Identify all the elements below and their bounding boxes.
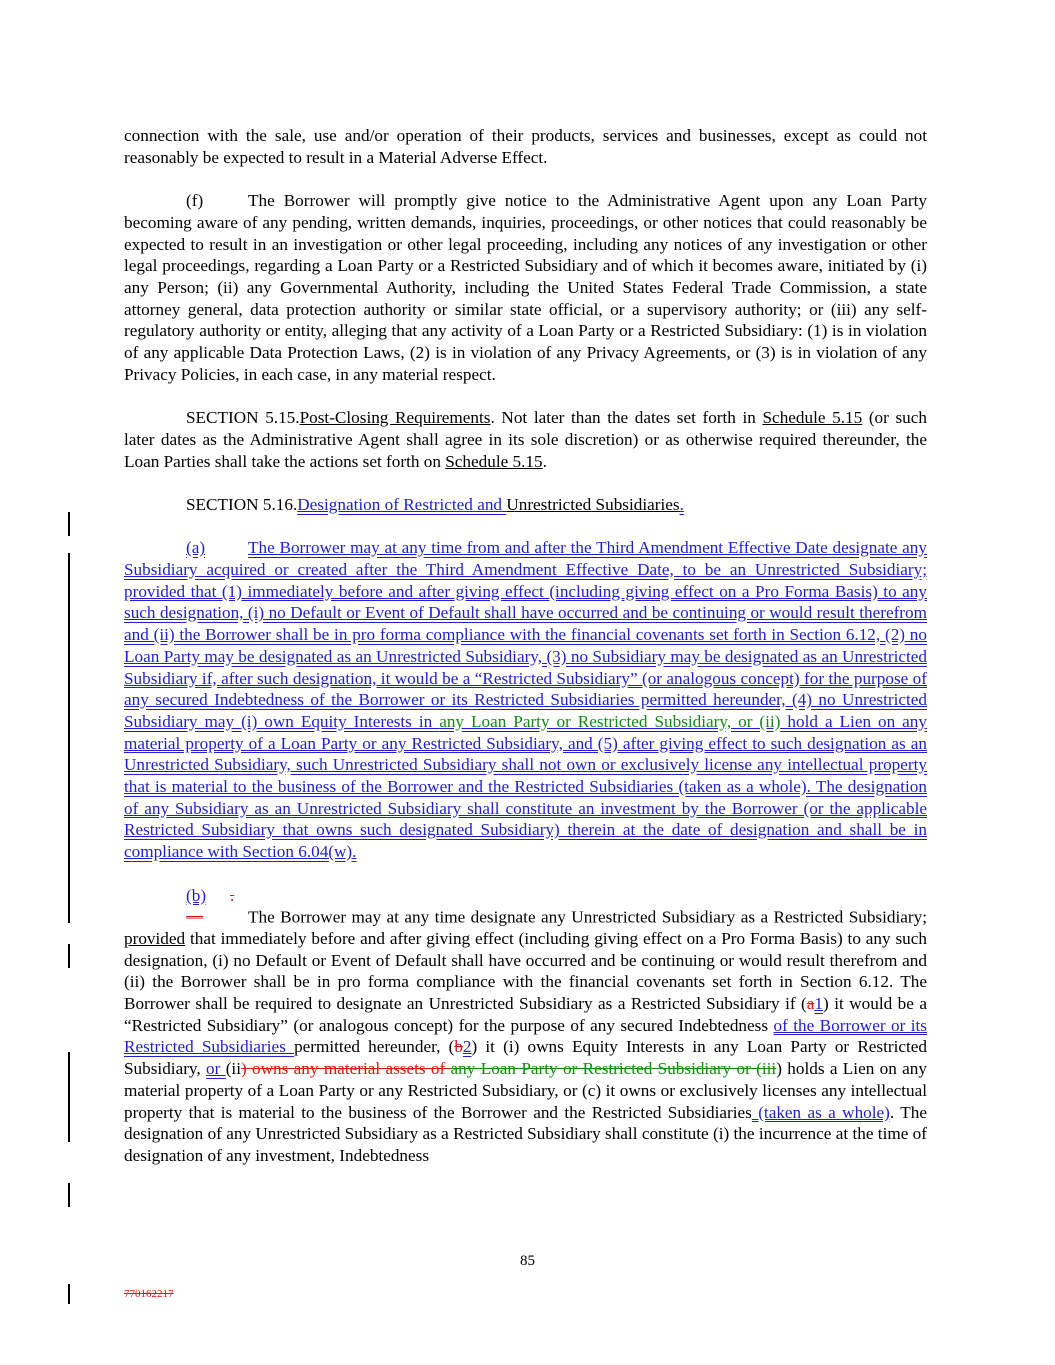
inserted-text: (taken as a whole) bbox=[751, 1102, 890, 1122]
deleted-text: ) owns any material assets of bbox=[240, 1059, 451, 1079]
inserted-text: hold a Lien on any material property of a Loan Party or any Restricted Subsidiary, and (5) after giving effect to such designation as an Unrestricted Subsidiary, such Unrestricted Subsidiary shall not own or exclusively license any intellectual property that is material to the business of the Borrower and the Restricted Subsidiaries (taken as a whole). The designation of any Subsidiary as an Unrestricted Subsidiary shall constitute an investment by the Borrower (or the applicable Restricted Subsidiary that owns such designated Subsidiary) therein at the date of designation and shall be in compliance with Section 6.04(w). bbox=[124, 711, 927, 862]
document-body bbox=[124, 125, 927, 1188]
document-id: 770162217 bbox=[124, 1288, 174, 1300]
section-number: SECTION 5.16. bbox=[186, 494, 298, 514]
section-5-15: SECTION 5.15.Post-Closing Requirements. Not later than the dates set forth in Schedule 5.15 (or such later dates as the Administrative Agent shall agree in its sole discretion) or as otherwise required thereunder, the Loan Parties shall take the actions set forth on Schedule 5.15. bbox=[124, 408, 927, 471]
paragraph-a bbox=[124, 537, 927, 863]
inserted-text: of the Borrower or its Restricted Subsidiaries bbox=[124, 1015, 927, 1057]
inserted-text: 2 bbox=[462, 1037, 472, 1057]
schedule-reference: Schedule 5.15 bbox=[762, 408, 863, 428]
inserted-text: 1 bbox=[814, 994, 823, 1014]
change-bar bbox=[68, 1052, 70, 1142]
inserted-text: The Borrower may at any time from and after the Third Amendment Effective Date designate any Subsidiary acquired or created after the Third Amendment Effective Date, to be an Unrestricted Subsidiary; provided that (1) immediately before and after giving effect (including giving effect on a Pro Forma Basis) to any such designation, (i) no Default or Event of Default shall have occurred and be continuing or would result therefrom and (ii) the Borrower shall be in pro forma compliance with the financial covenants set forth in Section 6.12, (2) no Loan Party may be designated as an Unrestricted Subsidiary, (3) no Subsidiary may be designated as an Unrestricted Subsidiary if, after such designation, it would be a “Restricted Subsidiary” (or analogous concept) for the purpose of any secured Indebtedness of the Borrower or its Restricted Subsidiaries permitted hereunder, (4) no Unrestricted Subsidiary may (i) own Equity Interests in bbox=[124, 538, 927, 731]
paragraph-f bbox=[124, 190, 927, 385]
inserted-text: . bbox=[679, 494, 684, 514]
deleted-text: .— bbox=[186, 885, 235, 927]
section-title: Unrestricted Subsidiaries bbox=[506, 494, 680, 514]
deleted-text: b bbox=[454, 1037, 463, 1057]
paragraph-intro: connection with the sale, use and/or operation of their products, services and businesses, except as could not reasonably be expected to result in a Material Adverse Effect. bbox=[124, 126, 927, 167]
change-bar bbox=[68, 1183, 70, 1207]
clause-label-a: (a) bbox=[186, 538, 206, 558]
clause-label-f: (f) bbox=[186, 191, 204, 211]
schedule-reference: Schedule 5.15 bbox=[445, 451, 543, 471]
change-bar bbox=[68, 512, 70, 536]
deleted-text: a bbox=[806, 994, 815, 1014]
change-bar bbox=[68, 553, 70, 923]
clause-f-text: The Borrower will promptly give notice to the Administrative Agent upon any Loan Party becoming aware of any pending, written demands, inquiries, proceedings, or other notices that could reasonably be expected to result in an investigation or other legal proceeding, including any notices of any investigation or other legal proceedings, regarding a Loan Party or a Restricted Subsidiary and of which it becomes aware, initiated by (i) any Person; (ii) any Governmental Authority, including the United States Federal Trade Commission, a state attorney general, data protection authority or similar state official, or a supervisory authority; or (iii) any self-regulatory authority or entity, alleging that any activity of a Loan Party or a Restricted Subsidiary: (1) is in violation of any applicable Data Protection Laws, (2) is in violation of any Privacy Agreements, or (3) is in violation of any Privacy Policies, in each case, in any material respect. bbox=[124, 191, 927, 384]
section-number: SECTION 5.15. bbox=[186, 408, 300, 428]
change-bar bbox=[68, 944, 70, 968]
page-number: 85 bbox=[520, 1253, 535, 1269]
paragraph-b: (b) .— The Borrower may at any time designate any Unrestricted Subsidiary as a Restricted Subsidiary; provided that immediately before and after giving effect (including giving effect on a Pro Forma Basis) to any such designation, (i) no Default or Event of Default shall have occurred and be continuing or would result therefrom and (ii) the Borrower shall be in pro forma compliance with the financial covenants set forth in Section 6.12. The Borrower shall be required to designate an Unrestricted Subsidiary as a Restricted Subsidiary if (a1) it would be a “Restricted Subsidiary” (or analogous concept) for the purpose of any secured Indebtedness of the Borrower or its Restricted Subsidiaries permitted hereunder, (b2) it (i) owns Equity Interests in any Loan Party or Restricted Subsidiary, or (ii) owns any material assets of any Loan Party or Restricted Subsidiary or (iii) holds a Lien on any material property of a Loan Party or any Restricted Subsidiary, or (c) it owns or exclusively licenses any intellectual property that is material to the business of the Borrower and the Restricted Subsidiaries (taken as a whole). The designation of any Unrestricted Subsidiary as a Restricted Subsidiary shall constitute (i) the incurrence at the time of designation of any investment, Indebtedness bbox=[124, 885, 927, 1165]
section-title: Post-Closing Requirements bbox=[299, 408, 491, 428]
moved-text: any Loan Party or Restricted Subsidiary, or (ii) bbox=[439, 711, 781, 731]
change-bar bbox=[68, 1284, 70, 1304]
section-5-16-heading bbox=[124, 494, 927, 516]
provided-term: provided bbox=[124, 928, 186, 948]
moved-deleted-text: any Loan Party or Restricted Subsidiary or (iii bbox=[450, 1059, 777, 1079]
inserted-text: Designation of Restricted and bbox=[297, 494, 507, 514]
clause-label-b: (b) .— bbox=[186, 885, 235, 927]
inserted-text: or bbox=[206, 1059, 226, 1079]
